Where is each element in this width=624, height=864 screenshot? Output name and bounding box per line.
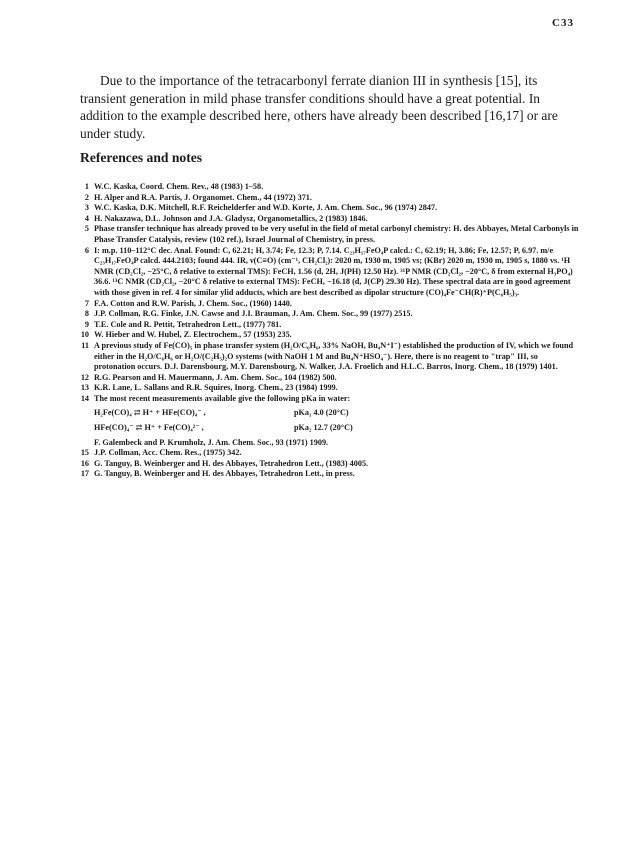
reference-item [74,193,579,204]
reference-text: W.C. Kaska, Coord. Chem. Rev., 48 (1983) 1–58. [94,182,264,191]
reference-number: 7 [84,298,89,308]
pka-row [94,423,579,434]
reference-text: W. Hieber and W. Hubel, Z. Electrochem., 57 (1953) 235. [94,330,292,340]
reference-number: 16 [80,458,89,468]
body-paragraph: Due to the importance of the tetracarbonyl ferrate dianion III in synthesis [15], its transient generation in mild phase transfer conditions should have a great potential. In addition to the example described here, others have already been described [16,17] or are under study. [80,73,558,141]
reference-number: 17 [80,469,89,479]
section-heading: References and notes [80,150,203,165]
reference-item [74,182,579,193]
reference-text: I: m.p. 110–112°C dec. Anal. Found: C, 62.21; H, 3.74; Fe, 12.3; P, 7.14. C₂₃H₁₇FeO₄P calcd.: C, 62.19; H, 3.86; Fe, 12.57; P, 6.97. m/e C₂₃H₁₇FeO₄P calcd. 444.2103; found 444. IR, ν(C≡O) (cm⁻¹, CH₂Cl₂): 2020 m, 1930 m, 1905 vs; (KBr) 2020 m, 1930 m, 1905 s, 1880 vs. ¹H NMR (CD₂Cl₂, −25°C, δ relative to external TMS): FeCH, 1.56 (d, 2H, J(PH) 12.50 Hz). ³¹P NMR (CD₂Cl₂, −20°C, δ from external H₃PO₄) 36.6. ¹³C NMR (CD₂Cl₂, −20°C δ relative to external TMS): FeCH, −16.18 (d, J(CP) 29.30 Hz). These spectral data are in good agreement with those given in ref. 4 for similar ylid adducts, which are best described as dipolar structure (CO)₄Fe⁻CH(R)⁺P(C₆H₅)₃. [94,245,573,297]
pka-value: pKa₁ 4.0 (20°C) [294,408,349,418]
reference-number: 5 [84,224,89,234]
pka-equation: H₂Fe(CO)₄ ⇄ H⁺ + HFe(CO)₄⁻ , [94,408,206,418]
reference-item [74,459,579,470]
reference-text: J.P. Collman, R.G. Finke, J.N. Cawse and J.I. Brauman, J. Am. Chem. Soc., 99 (1977) 2515. [94,309,413,319]
reference-list [74,182,579,480]
reference-item [74,383,579,394]
reference-item [74,246,579,299]
reference-text: G. Tanguy, B. Weinberger and H. des Abbayes, Tetrahedron Lett., in press. [94,469,355,479]
reference-text: H. Alper and R.A. Partis, J. Organomet. Chem., 44 (1972) 371. [94,192,312,202]
reference-number: 8 [84,309,89,319]
reference-number: 11 [81,340,89,350]
reference-text: J.P. Collman, Acc. Chem. Res., (1975) 342. [94,448,242,458]
reference-item [74,373,579,384]
reference-number: 15 [80,448,89,458]
reference-text [94,394,579,448]
reference-number: 2 [84,192,89,202]
pka-value: pKa₂ 12.7 (20°C) [294,423,353,433]
reference-item [74,341,579,373]
reference-text: K.R. Lane, L. Sallans and R.R. Squires, Inorg. Chem., 23 (1984) 1999. [94,383,338,393]
reference-item [74,203,579,214]
reference-number: 9 [84,319,89,329]
reference-number: 1 [84,182,89,191]
reference-text: H. Nakazawa, D.L. Johnson and J.A. Gladysz, Organometallics, 2 (1983) 1846. [94,213,368,223]
reference-text: Phase transfer technique has already proved to be very useful in the field of metal carbonyl chemistry: H. des Abbayes, Metal Carbonyls in Phase Transfer Catalysis, review (102 ref.), Israel Journal of Chemistry, in press. [94,224,579,244]
reference-14-intro: The most recent measurements available give the following pKa in water: [94,393,351,403]
reference-item [74,330,579,341]
reference-number: 10 [80,330,89,340]
reference-text: F.A. Cotton and R.W. Parish, J. Chem. Soc., (1960) 1440. [94,298,292,308]
pka-row [94,408,579,419]
reference-item [74,320,579,331]
pka-equation: HFe(CO)₄⁻ ⇄ H⁺ + Fe(CO)₄²⁻ , [94,423,204,433]
reference-item [74,469,579,480]
reference-number: 14 [80,393,89,403]
reference-item [74,309,579,320]
reference-text: R.G. Pearson and H. Mauermann, J. Am. Chem. Soc., 104 (1982) 500. [94,372,337,382]
reference-text: A previous study of Fe(CO)₅ in phase transfer system (H₂O/C₆H₆, 33% NaOH, Bu₄N⁺I⁻) established the production of IV, which we found either in the H₂O/C₆H₆ or H₂O/(C₂H₅)₂O systems (with NaOH 1 M and Bu₄N⁺HSO₄⁻). Here, there is no reagent to "trap" III, so protonation occurs. D.J. Darensbourg, M.Y. Darensbourg, N. Walker, J.A. Froelich and H.L.C. Barros, Inorg. Chem., 18 (1979) 1401. [94,340,574,372]
reference-item [74,214,579,225]
body-text [80,72,570,142]
reference-item [74,299,579,310]
reference-number: 6 [84,245,89,255]
reference-item [74,448,579,459]
reference-text: W.C. Kaska, D.K. Mitchell, R.F. Reichelderfer and W.D. Korte, J. Am. Chem. Soc., 96 (1974) 2847. [94,203,438,213]
reference-item [74,224,579,245]
reference-number: 3 [84,203,89,213]
page-number: C33 [552,17,574,29]
reference-number: 12 [80,372,89,382]
reference-number: 13 [80,383,89,393]
reference-number: 4 [84,213,89,223]
reference-text: G. Tanguy, B. Weinberger and H. des Abbayes, Tetrahedron Lett., (1983) 4005. [94,458,369,468]
reference-item [74,394,579,448]
reference-14-source: F. Galembeck and P. Krumholz, J. Am. Chem. Soc., 93 (1971) 1909. [94,437,329,447]
reference-text: T.E. Cole and R. Pettit, Tetrahedron Lett., (1977) 781. [94,319,282,329]
